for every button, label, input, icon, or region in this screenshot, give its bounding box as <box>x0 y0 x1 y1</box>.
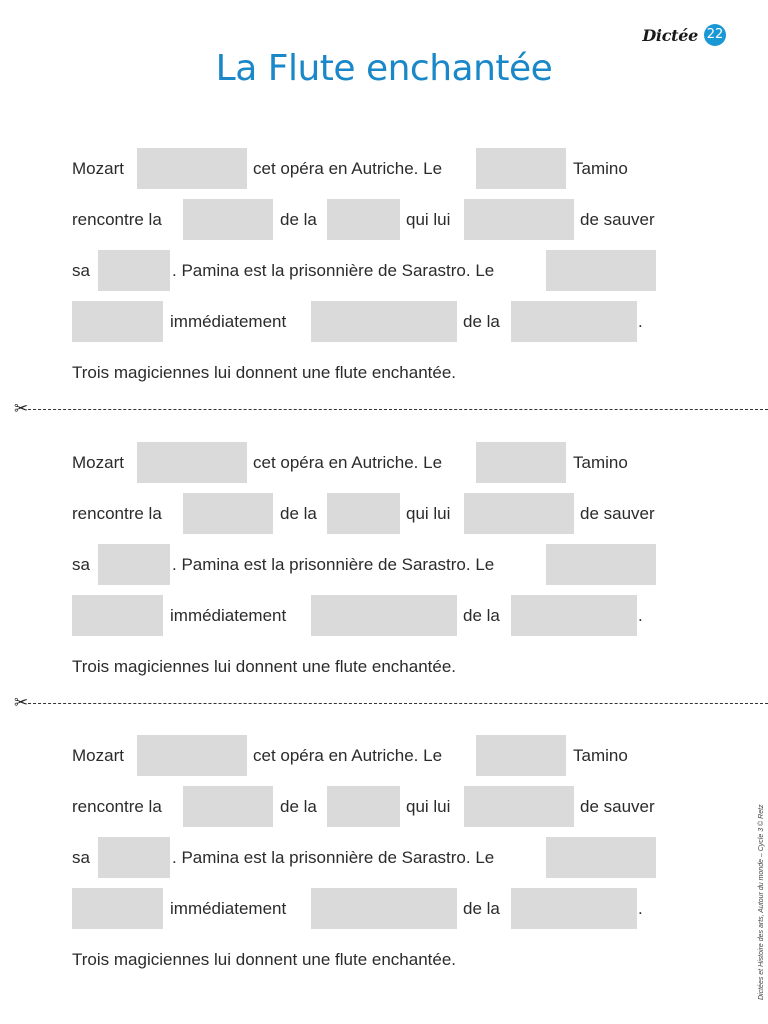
scissors-icon: ✂ <box>14 693 29 712</box>
text-segment: de la <box>280 797 317 816</box>
text-segment: qui lui <box>406 797 451 816</box>
text-segment: rencontre la <box>72 504 162 523</box>
blank-gap[interactable] <box>311 595 457 636</box>
blank-gap[interactable] <box>72 888 163 929</box>
text-segment: . <box>638 899 643 918</box>
dictation-line-5 <box>0 352 768 393</box>
dictation-line-5 <box>0 939 768 980</box>
dictation-line-3 <box>0 544 768 585</box>
blank-gap[interactable] <box>98 250 170 291</box>
text-segment: . <box>638 312 643 331</box>
blank-gap[interactable] <box>311 301 457 342</box>
blank-gap[interactable] <box>72 301 163 342</box>
dictee-number-badge: 22 <box>704 24 726 46</box>
blank-gap[interactable] <box>183 786 273 827</box>
text-segment: . Pamina est la prisonnière de Sarastro. Le <box>172 848 495 867</box>
text-segment: de la <box>463 312 500 331</box>
blank-gap[interactable] <box>546 837 656 878</box>
blank-gap[interactable] <box>476 148 566 189</box>
scissors-icon: ✂ <box>14 399 29 418</box>
blank-gap[interactable] <box>183 493 273 534</box>
text-segment: immédiatement <box>170 312 287 331</box>
text-segment: rencontre la <box>72 210 162 229</box>
text-segment: Trois magiciennes lui donnent une flute enchantée. <box>72 363 457 382</box>
text-segment: de sauver <box>580 797 655 816</box>
dictation-line-5 <box>0 646 768 687</box>
dictation-block-3 <box>0 735 768 985</box>
page-title: La Flute enchantée <box>215 48 553 89</box>
copyright-credit: Dictées et Histoire des arts, Autour du monde – Cycle 3 © Retz <box>758 804 765 1000</box>
header-badge <box>642 24 726 46</box>
blank-gap[interactable] <box>327 199 400 240</box>
text-segment: Tamino <box>573 159 628 178</box>
dictation-block-1 <box>0 148 768 398</box>
text-segment: cet opéra en Autriche. Le <box>253 746 443 765</box>
dictation-line-1 <box>0 442 768 483</box>
dictation-line-1 <box>0 148 768 189</box>
blank-gap[interactable] <box>327 786 400 827</box>
text-segment: de la <box>463 606 500 625</box>
dictation-line-3 <box>0 250 768 291</box>
text-segment: immédiatement <box>170 606 287 625</box>
blank-gap[interactable] <box>464 493 574 534</box>
blank-gap[interactable] <box>464 199 574 240</box>
text-segment: sa <box>72 261 90 280</box>
text-segment: Mozart <box>72 746 124 765</box>
blank-gap[interactable] <box>183 199 273 240</box>
dictation-line-2 <box>0 786 768 827</box>
text-segment: qui lui <box>406 210 451 229</box>
text-segment: Tamino <box>573 746 628 765</box>
dashed-divider <box>18 703 768 704</box>
blank-gap[interactable] <box>546 544 656 585</box>
dictation-line-4 <box>0 301 768 342</box>
dictation-line-3 <box>0 837 768 878</box>
text-segment: Trois magiciennes lui donnent une flute enchantée. <box>72 950 457 969</box>
blank-gap[interactable] <box>464 786 574 827</box>
blank-gap[interactable] <box>311 888 457 929</box>
blank-gap[interactable] <box>476 735 566 776</box>
dictation-line-2 <box>0 493 768 534</box>
text-segment: . Pamina est la prisonnière de Sarastro. Le <box>172 261 495 280</box>
text-segment: Trois magiciennes lui donnent une flute enchantée. <box>72 657 457 676</box>
blank-gap[interactable] <box>98 837 170 878</box>
text-segment: de la <box>463 899 500 918</box>
cut-line <box>0 693 768 712</box>
blank-gap[interactable] <box>137 442 247 483</box>
dictation-block-2 <box>0 442 768 692</box>
text-segment: rencontre la <box>72 797 162 816</box>
text-segment: cet opéra en Autriche. Le <box>253 453 443 472</box>
text-segment: sa <box>72 555 90 574</box>
cut-line <box>0 399 768 418</box>
blank-gap[interactable] <box>511 888 637 929</box>
text-segment: . Pamina est la prisonnière de Sarastro. Le <box>172 555 495 574</box>
blank-gap[interactable] <box>137 148 247 189</box>
blank-gap[interactable] <box>511 595 637 636</box>
dashed-divider <box>18 409 768 410</box>
text-segment: . <box>638 606 643 625</box>
text-segment: de sauver <box>580 210 655 229</box>
blank-gap[interactable] <box>72 595 163 636</box>
text-segment: de sauver <box>580 504 655 523</box>
dictee-label: Dictée <box>642 25 698 45</box>
blank-gap[interactable] <box>137 735 247 776</box>
blank-gap[interactable] <box>476 442 566 483</box>
dictation-line-1 <box>0 735 768 776</box>
text-segment: sa <box>72 848 90 867</box>
blank-gap[interactable] <box>546 250 656 291</box>
text-segment: de la <box>280 504 317 523</box>
blank-gap[interactable] <box>98 544 170 585</box>
text-segment: cet opéra en Autriche. Le <box>253 159 443 178</box>
text-segment: Mozart <box>72 159 124 178</box>
dictation-line-4 <box>0 888 768 929</box>
text-segment: Mozart <box>72 453 124 472</box>
text-segment: Tamino <box>573 453 628 472</box>
text-segment: immédiatement <box>170 899 287 918</box>
dictation-line-4 <box>0 595 768 636</box>
blank-gap[interactable] <box>327 493 400 534</box>
blank-gap[interactable] <box>511 301 637 342</box>
text-segment: de la <box>280 210 317 229</box>
dictation-line-2 <box>0 199 768 240</box>
text-segment: qui lui <box>406 504 451 523</box>
